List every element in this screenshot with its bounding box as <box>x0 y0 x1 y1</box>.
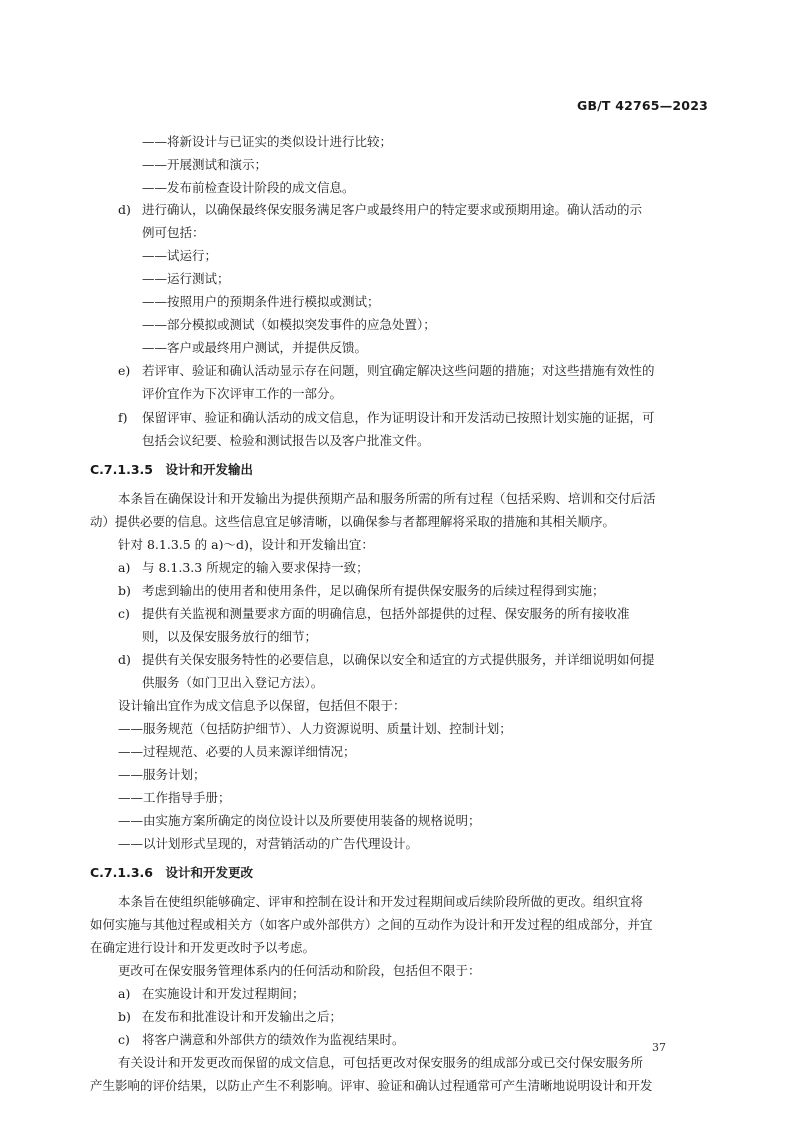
list-item-text: 将客户满意和外部供方的绩效作为监视结果时。 <box>142 1032 405 1047</box>
dash-item: ——发布前检查设计阶段的成文信息。 <box>142 180 355 195</box>
dash-item: ——将新设计与已证实的类似设计进行比较； <box>142 134 393 149</box>
paragraph-line: 针对 8.1.3.5 的 a)～d)，设计和开发输出宜： <box>118 537 374 552</box>
paragraph-line: 产生影响的评价结果，以防止产生不利影响。评审、验证和确认过程通常可产生清晰地说明设计和开发 <box>90 1078 653 1093</box>
list-marker: b) <box>118 1009 131 1024</box>
section-heading: C.7.1.3.5 设计和开发输出 <box>90 462 253 477</box>
list-marker: b) <box>118 583 131 598</box>
paragraph-line: 本条旨在确保设计和开发输出为提供预期产品和服务所需的所有过程（包括采购、培训和交付后活 <box>118 491 656 506</box>
list-marker: e) <box>118 363 131 378</box>
list-item-text: 在实施设计和开发过程期间； <box>142 986 305 1001</box>
paragraph-line: 如何实施与其他过程或相关方（如客户或外部供方）之间的互动作为设计和开发过程的组成部分，并宜 <box>90 917 653 932</box>
dash-item: ——以计划形式呈现的，对营销活动的广告代理设计。 <box>118 836 419 851</box>
list-marker: a) <box>118 986 131 1001</box>
list-marker: a) <box>118 560 131 575</box>
dash-item: ——部分模拟或测试（如模拟突发事件的应急处置）； <box>142 317 436 332</box>
list-item-text: 则，以及保安服务放行的细节； <box>142 629 318 644</box>
list-marker: f) <box>118 410 128 425</box>
list-item-text: 考虑到输出的使用者和使用条件，足以确保所有提供保安服务的后续过程得到实施； <box>142 583 605 598</box>
paragraph-line: 有关设计和开发更改而保留的成文信息，可包括更改对保安服务的组成部分或已交付保安服务所 <box>118 1055 644 1070</box>
dash-item: ——工作指导手册； <box>118 790 231 805</box>
list-item-text: 与 8.1.3.3 所规定的输入要求保持一致； <box>142 560 369 575</box>
list-item-text: 提供有关监视和测量要求方面的明确信息，包括外部提供的过程、保安服务的所有接收准 <box>142 606 630 621</box>
dash-item: ——服务规范（包括防护细节）、人力资源说明、质量计划、控制计划； <box>118 721 512 736</box>
dash-item: ——开展测试和演示； <box>142 157 268 172</box>
page-number: 37 <box>652 1041 666 1054</box>
list-item-text: 供服务（如门卫出入登记方法）。 <box>142 675 324 690</box>
list-item-text: 保留评审、验证和确认活动的成文信息，作为证明设计和开发活动已按照计划实施的证据，可 <box>142 410 655 425</box>
dash-item: ——由实施方案所确定的岗位设计以及所要使用装备的规格说明； <box>118 813 481 828</box>
list-item-text: 若评审、验证和确认活动显示存在问题，则宜确定解决这些问题的措施；对这些措施有效性的 <box>142 363 655 378</box>
list-marker: c) <box>118 1032 130 1047</box>
paragraph-line: 动）提供必要的信息。这些信息宜足够清晰，以确保参与者都理解将采取的措施和其相关顺序。 <box>90 514 616 529</box>
paragraph-line: 在确定进行设计和开发更改时予以考虑。 <box>90 940 316 955</box>
list-item-text: 在发布和批准设计和开发输出之后； <box>142 1009 343 1024</box>
dash-item: ——客户或最终用户测试，并提供反馈。 <box>142 340 368 355</box>
list-item-text: 进行确认，以确保最终保安服务满足客户或最终用户的特定要求或预期用途。确认活动的示 <box>142 202 643 217</box>
list-item-text: 提供有关保安服务特性的必要信息，以确保以安全和适宜的方式提供服务，并详细说明如何提 <box>142 652 655 667</box>
dash-item: ——运行测试； <box>142 271 230 286</box>
list-marker: d) <box>118 202 131 217</box>
dash-item: ——过程规范、必要的人员来源详细情况； <box>118 744 356 759</box>
list-item-text: 例可包括： <box>142 225 205 240</box>
dash-item: ——试运行； <box>142 248 218 263</box>
paragraph-line: 本条旨在使组织能够确定、评审和控制在设计和开发过程期间或后续阶段所做的更改。组织宜将 <box>118 894 644 909</box>
list-item-text: 包括会议纪要、检验和测试报告以及客户批准文件。 <box>142 433 430 448</box>
paragraph-line: 设计输出宜作为成文信息予以保留，包括但不限于： <box>118 698 406 713</box>
dash-item: ——服务计划； <box>118 767 206 782</box>
standard-number-header: GB/T 42765—2023 <box>576 98 708 113</box>
list-marker: d) <box>118 652 131 667</box>
dash-item: ——按照用户的预期条件进行模拟或测试； <box>142 294 380 309</box>
section-heading: C.7.1.3.6 设计和开发更改 <box>90 865 253 880</box>
list-item-text: 评价宜作为下次评审工作的一部分。 <box>142 386 343 401</box>
list-marker: c) <box>118 606 130 621</box>
paragraph-line: 更改可在保安服务管理体系内的任何活动和阶段，包括但不限于： <box>118 963 481 978</box>
